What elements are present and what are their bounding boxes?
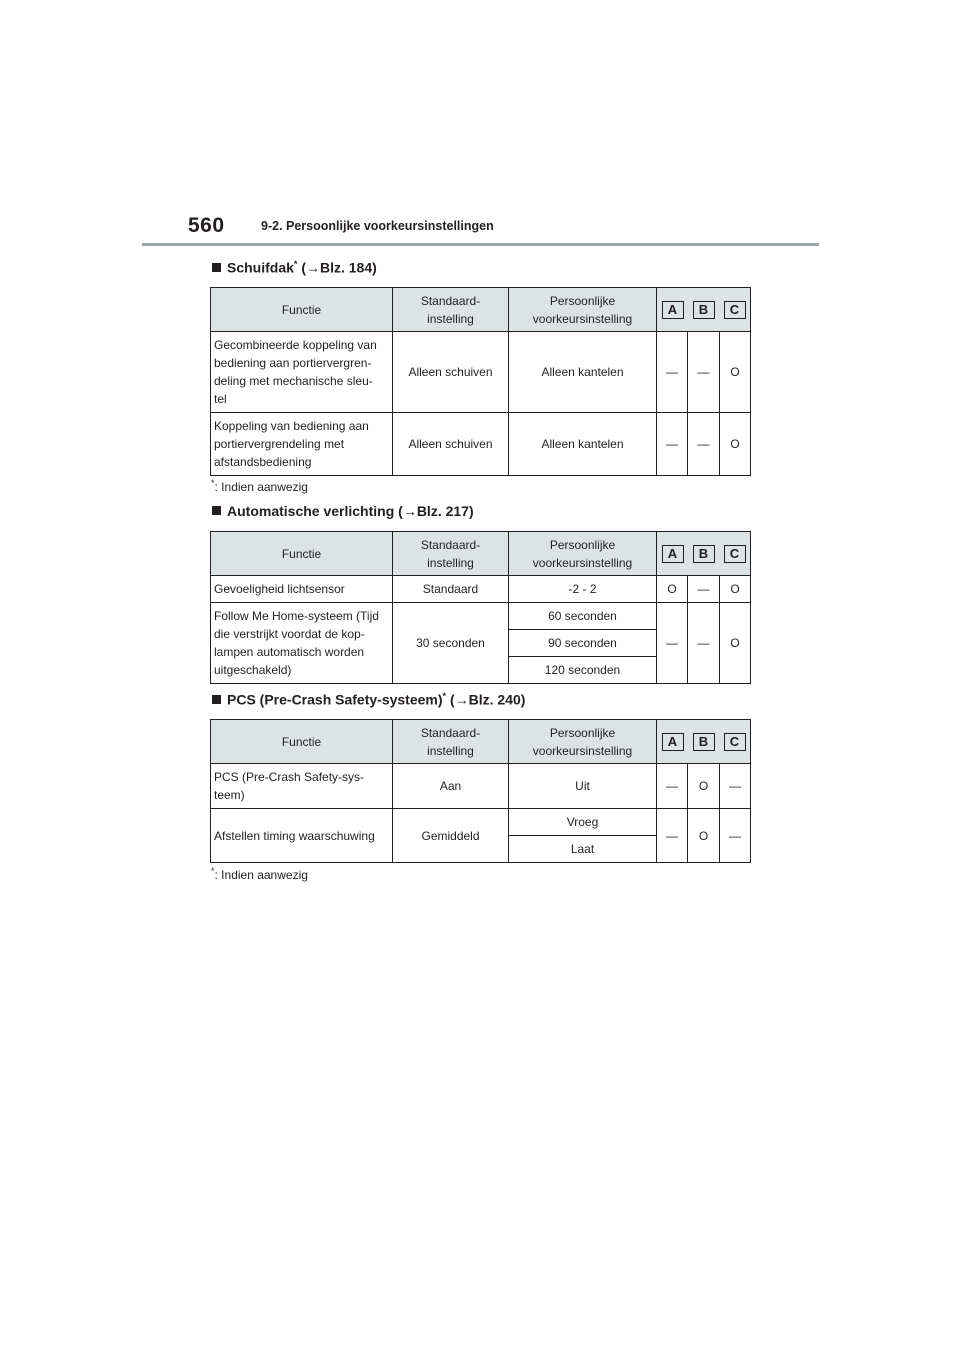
chapter-title: 9-2. Persoonlijke voorkeursinstellingen [261, 219, 494, 233]
cell-a: — [657, 809, 688, 863]
column-header-persoonlijk: Persoonlijke voorkeursinstelling [509, 720, 657, 764]
table-header-row [211, 720, 751, 764]
letter-c-badge: C [724, 545, 746, 563]
settings-table-pcs [210, 719, 751, 863]
cell-standaard: Alleen schuiven [393, 332, 509, 413]
letter-b-badge: B [693, 301, 715, 319]
letter-c-badge: C [724, 301, 746, 319]
cell-standaard: Gemiddeld [393, 809, 509, 863]
column-header-standaard: Standaard- instelling [393, 532, 509, 576]
cell-persoonlijk-option: 90 seconden [509, 630, 657, 657]
cell-functie: PCS (Pre-Crash Safety-sys- teem) [211, 764, 393, 809]
column-header-abc [657, 720, 751, 764]
cell-b: O [688, 764, 720, 809]
column-header-standaard: Standaard- instelling [393, 720, 509, 764]
cell-persoonlijk-option: 60 seconden [509, 603, 657, 630]
table-row [211, 576, 751, 603]
cell-b: — [688, 332, 720, 413]
table-row [211, 332, 751, 413]
cell-c: O [720, 576, 751, 603]
table-row [211, 764, 751, 809]
cell-standaard: Standaard [393, 576, 509, 603]
cell-c: O [720, 332, 751, 413]
cell-functie: Koppeling van bediening aan portiervergrendeling met afstandsbediening [211, 413, 393, 476]
page-number: 560 [188, 214, 225, 237]
table-row [211, 809, 751, 836]
cell-persoonlijk: Alleen kantelen [509, 332, 657, 413]
column-header-functie: Functie [211, 720, 393, 764]
table-row [211, 603, 751, 630]
square-bullet-icon [212, 263, 221, 272]
cell-persoonlijk: Alleen kantelen [509, 413, 657, 476]
section-heading-schuifdak: Schuifdak* (→Blz. 184) [212, 259, 377, 276]
column-header-standaard: Standaard- instelling [393, 288, 509, 332]
cell-functie: Afstellen timing waarschuwing [211, 809, 393, 863]
cell-persoonlijk-option: Laat [509, 836, 657, 863]
cell-functie: Gevoeligheid lichtsensor [211, 576, 393, 603]
cell-persoonlijk-option: Vroeg [509, 809, 657, 836]
footnote: *: Indien aanwezig [211, 478, 308, 494]
cell-standaard: Aan [393, 764, 509, 809]
table-header-row [211, 532, 751, 576]
cell-persoonlijk-option: 120 seconden [509, 657, 657, 684]
letter-a-badge: A [662, 733, 684, 751]
header-divider [142, 243, 819, 246]
cell-a: — [657, 332, 688, 413]
cell-functie: Follow Me Home-systeem (Tijd die verstrijkt voordat de kop- lampen automatisch worden uitgeschakeld) [211, 603, 393, 684]
column-header-persoonlijk: Persoonlijke voorkeursinstelling [509, 288, 657, 332]
cell-functie: Gecombineerde koppeling van bediening aan portiervergren- deling met mechanische sleu- tel [211, 332, 393, 413]
cell-b: O [688, 809, 720, 863]
letter-c-badge: C [724, 733, 746, 751]
cell-a: — [657, 764, 688, 809]
cell-b: — [688, 603, 720, 684]
column-header-functie: Functie [211, 288, 393, 332]
cell-c: — [720, 809, 751, 863]
square-bullet-icon [212, 506, 221, 515]
column-header-functie: Functie [211, 532, 393, 576]
cell-c: — [720, 764, 751, 809]
table-header-row [211, 288, 751, 332]
section-heading-automatische-verlichting: Automatische verlichting (→Blz. 217) [212, 503, 474, 519]
cell-persoonlijk: -2 - 2 [509, 576, 657, 603]
letter-a-badge: A [662, 301, 684, 319]
letter-b-badge: B [693, 733, 715, 751]
settings-table-schuifdak [210, 287, 751, 476]
column-header-abc [657, 288, 751, 332]
letter-a-badge: A [662, 545, 684, 563]
cell-standaard: 30 seconden [393, 603, 509, 684]
cell-a: — [657, 413, 688, 476]
column-header-abc [657, 532, 751, 576]
square-bullet-icon [212, 695, 221, 704]
footnote: *: Indien aanwezig [211, 866, 308, 882]
table-row [211, 413, 751, 476]
cell-persoonlijk: Uit [509, 764, 657, 809]
cell-a: O [657, 576, 688, 603]
cell-c: O [720, 603, 751, 684]
cell-c: O [720, 413, 751, 476]
letter-b-badge: B [693, 545, 715, 563]
cell-standaard: Alleen schuiven [393, 413, 509, 476]
settings-table-automatische-verlichting [210, 531, 751, 684]
cell-b: — [688, 576, 720, 603]
cell-a: — [657, 603, 688, 684]
cell-b: — [688, 413, 720, 476]
column-header-persoonlijk: Persoonlijke voorkeursinstelling [509, 532, 657, 576]
section-heading-pcs: PCS (Pre-Crash Safety-systeem)* (→Blz. 240) [212, 691, 525, 708]
